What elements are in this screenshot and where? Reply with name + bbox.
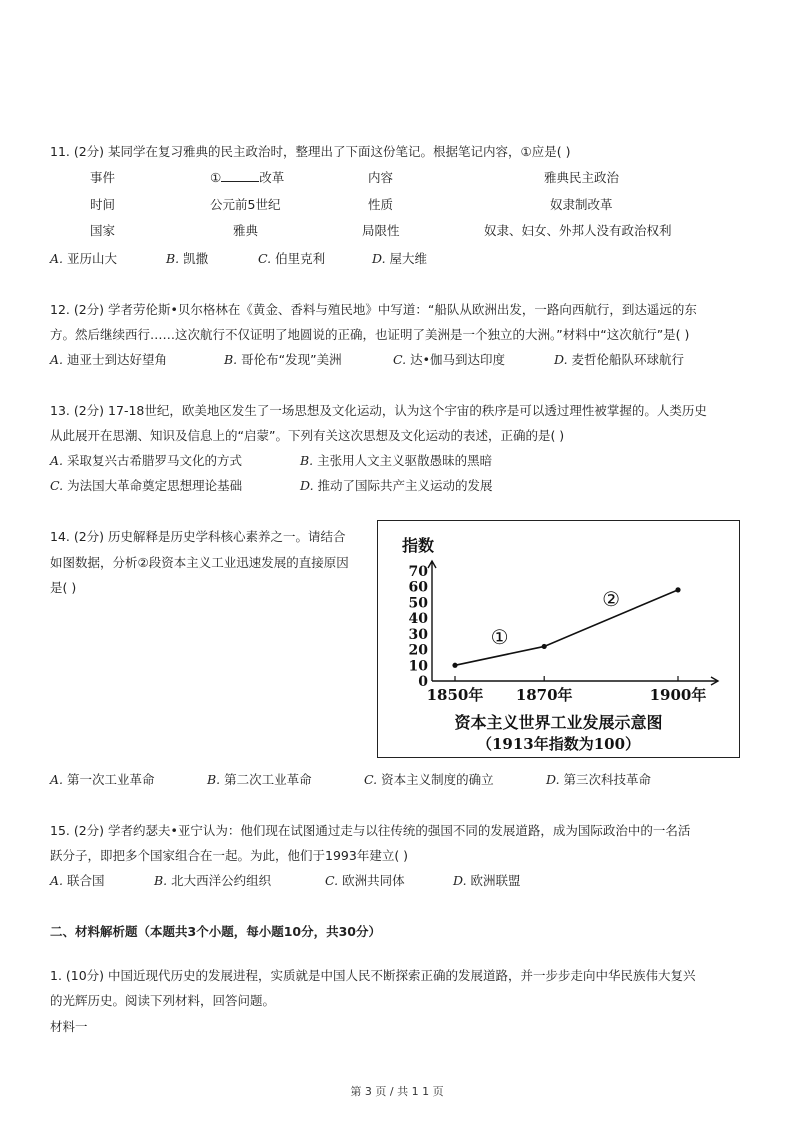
q15-option-b[interactable]: B. 北大西洋公约组织	[154, 873, 272, 888]
q13-option-d[interactable]: D. 推动了国际共产主义运动的发展	[300, 478, 493, 493]
y-tick-label: 40	[408, 611, 428, 628]
q15-stem-line2: 跃分子，即把多个国家组合在一起。为此，他们于1993年建立( )	[50, 848, 409, 863]
q11-r1-c2-suffix: 改革	[259, 170, 285, 185]
x-tick-label: 1900年	[649, 686, 707, 704]
q11-stem: 11. (2分) 某同学在复习雅典的民主政治时，整理出了下面这份笔记。根据笔记内容，①应是( )	[50, 144, 571, 159]
x-tick-label: 1850年	[426, 686, 484, 704]
q1-stem-line1: 1. (10分) 中国近现代历史的发展进程，实质就是中国人民不断探索正确的发展道路，并一步步走向中华民族伟大复兴	[50, 968, 696, 983]
q15-option-d[interactable]: D. 欧洲联盟	[453, 873, 521, 888]
q14-stem-line3: 是( )	[50, 580, 77, 595]
q11-r1-c1: 事件	[90, 170, 116, 185]
y-tick-label: 30	[408, 626, 428, 643]
q11-r1-c3: 内容	[368, 170, 394, 185]
x-tick-label: 1870年	[515, 686, 573, 704]
q11-option-b[interactable]: B. 凯撒	[166, 251, 209, 266]
q12-option-b[interactable]: B. 哥伦布“发现”美洲	[224, 352, 342, 367]
section-heading: 二、材料解析题（本题共3个小题，每小题10分，共30分）	[50, 924, 381, 939]
q11-blank-marker: ①	[210, 170, 222, 185]
q14-option-a[interactable]: A. 第一次工业革命	[50, 772, 155, 787]
y-tick-label: 20	[408, 642, 428, 659]
q13-option-a[interactable]: A. 采取复兴古希腊罗马文化的方式	[50, 453, 243, 468]
q13-option-c[interactable]: C. 为法国大革命奠定思想理论基础	[50, 478, 243, 493]
chart-title: 资本主义世界工业发展示意图	[454, 713, 663, 732]
y-tick-label: 10	[408, 658, 428, 675]
segment-label: ②	[602, 587, 621, 612]
y-tick-label: 60	[408, 579, 428, 596]
q14-stem-line1: 14. (2分) 历史解释是历史学科核心素养之一。请结合	[50, 529, 346, 544]
q14-option-b[interactable]: B. 第二次工业革命	[207, 772, 312, 787]
q11-r2-c4: 奴隶制改革	[550, 197, 613, 212]
q11-r3-c3: 局限性	[362, 223, 400, 238]
q11-blank-line	[221, 169, 259, 182]
data-point	[542, 644, 547, 649]
q1-material-label: 材料一	[50, 1019, 88, 1034]
q12-stem-line2: 方。然后继续西行……这次航行不仅证明了地圆说的正确，也证明了美洲是一个独立的大洲。”材料中“这次航行”是( )	[50, 327, 690, 342]
q11-option-a[interactable]: A. 亚历山大	[50, 251, 118, 266]
q14-option-c[interactable]: C. 资本主义制度的确立	[364, 772, 494, 787]
industry-chart	[377, 520, 740, 758]
y-tick-label: 50	[408, 595, 428, 612]
q12-option-a[interactable]: A. 迪亚士到达好望角	[50, 352, 168, 367]
q11-r2-c1: 时间	[90, 197, 116, 212]
q11-r1-c2	[210, 168, 284, 186]
q12-option-c[interactable]: C. 达•伽马到达印度	[393, 352, 505, 367]
y-tick-label: 70	[408, 564, 428, 580]
q14-stem-line2: 如图数据，分析②段资本主义工业迅速发展的直接原因	[50, 555, 349, 570]
q15-stem-line1: 15. (2分) 学者约瑟夫•亚宁认为：他们现在试图通过走与以往传统的强国不同的发展道路，成为国际政治中的一名活	[50, 823, 691, 838]
q11-r3-c2: 雅典	[233, 223, 259, 238]
q11-option-d[interactable]: D. 屋大维	[372, 251, 428, 266]
q11-r3-c1: 国家	[90, 223, 116, 238]
y-tick-label: 0	[418, 674, 428, 690]
segment-label: ①	[490, 624, 509, 649]
q11-r1-c4: 雅典民主政治	[544, 170, 620, 185]
q12-stem-line1: 12. (2分) 学者劳伦斯•贝尔格林在《黄金、香料与殖民地》中写道：“船队从欧洲出发，一路向西航行，到达遥远的东	[50, 302, 697, 317]
y-axis-label: 指数	[402, 536, 435, 555]
q11-option-c[interactable]: C. 伯里克利	[258, 251, 326, 266]
q11-r3-c4: 奴隶、妇女、外邦人没有政治权利	[484, 223, 672, 238]
chart-subtitle: （1913年指数为100）	[476, 735, 641, 753]
q11-r2-c2: 公元前5世纪	[210, 197, 281, 212]
q13-option-b[interactable]: B. 主张用人文主义驱散愚昧的黑暗	[300, 453, 493, 468]
page-footer: 第 3 页 / 共 1 1 页	[350, 1085, 444, 1098]
data-point	[675, 587, 680, 592]
q13-stem-line1: 13. (2分) 17-18世纪，欧美地区发生了一场思想及文化运动，认为这个宇宙的秩序是可以透过理性被掌握的。人类历史	[50, 403, 707, 418]
q15-option-c[interactable]: C. 欧洲共同体	[325, 873, 405, 888]
data-point	[452, 663, 457, 668]
q1-stem-line2: 的光辉历史。阅读下列材料，回答问题。	[50, 993, 276, 1008]
q13-stem-line2: 从此展开在思潮、知识及信息上的“启蒙”。下列有关这次思想及文化运动的表述，正确的是( )	[50, 428, 565, 443]
q11-r2-c3: 性质	[368, 197, 394, 212]
q12-option-d[interactable]: D. 麦哲伦船队环球航行	[554, 352, 685, 367]
q15-option-a[interactable]: A. 联合国	[50, 873, 105, 888]
series-line	[455, 590, 678, 665]
q14-option-d[interactable]: D. 第三次科技革命	[546, 772, 652, 787]
